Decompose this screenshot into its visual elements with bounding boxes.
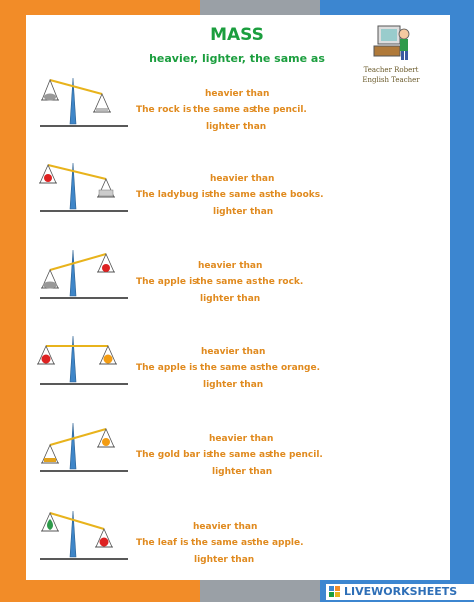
teacher-name: Teacher Robert xyxy=(363,66,419,74)
balance-scale-icon xyxy=(36,244,136,314)
option-heavier[interactable]: heavier than xyxy=(205,89,270,99)
exercise-row xyxy=(0,330,474,420)
option-lighter[interactable]: lighter than xyxy=(194,555,255,565)
option-same[interactable]: the same as xyxy=(209,450,271,460)
liveworksheets-logo-icon xyxy=(329,586,341,598)
sentence-start: The gold bar is xyxy=(136,450,212,460)
leaf-icon xyxy=(47,519,53,530)
sentence-end: the pencil. xyxy=(269,450,323,460)
top-border-blue xyxy=(320,0,474,15)
sentence-start: The leaf is xyxy=(136,538,189,548)
sentence-end: the orange. xyxy=(261,363,321,373)
option-heavier[interactable]: heavier than xyxy=(209,434,274,444)
pencil-icon xyxy=(102,438,110,446)
balance-scale-icon xyxy=(36,417,136,487)
sentence-start: The apple is xyxy=(136,363,198,373)
gold-bar-icon xyxy=(44,458,56,462)
exercise-row xyxy=(0,157,474,247)
exercise-row xyxy=(0,244,474,334)
rock-icon xyxy=(44,94,56,101)
sentence-end: the books. xyxy=(270,190,324,200)
balance-scale-icon xyxy=(36,330,136,400)
apple-icon xyxy=(100,538,109,547)
ladybug-icon xyxy=(44,174,52,182)
sentence-start: The apple is xyxy=(136,277,198,287)
teacher-role: English Teacher xyxy=(362,76,420,84)
apple-icon xyxy=(42,355,51,364)
exercise-row xyxy=(0,505,474,595)
balance-scale-icon xyxy=(36,505,136,575)
sentence-start: The ladybug is xyxy=(136,190,211,200)
option-heavier[interactable]: heavier than xyxy=(198,261,263,271)
option-same[interactable]: the same as xyxy=(209,190,271,200)
teacher-icon xyxy=(372,22,412,62)
top-border-orange xyxy=(0,0,200,15)
exercise-row xyxy=(0,72,474,162)
option-heavier[interactable]: heavier than xyxy=(210,174,275,184)
pencil-icon xyxy=(96,108,108,111)
option-lighter[interactable]: lighter than xyxy=(200,294,261,304)
exercise-row xyxy=(0,417,474,507)
balance-scale-icon xyxy=(36,157,136,227)
sentence-end: the rock. xyxy=(258,277,304,287)
balance-scale-icon xyxy=(36,72,136,142)
books-icon xyxy=(99,190,113,196)
option-lighter[interactable]: lighter than xyxy=(213,207,274,217)
option-heavier[interactable]: heavier than xyxy=(201,347,266,357)
page-title: MASS xyxy=(210,25,264,45)
option-lighter[interactable]: lighter than xyxy=(206,122,267,132)
option-same[interactable]: the same as xyxy=(196,277,258,287)
sentence-end: the pencil. xyxy=(253,105,307,115)
option-same[interactable]: the same as xyxy=(193,105,255,115)
liveworksheets-logo-text[interactable]: LIVEWORKSHEETS xyxy=(344,585,458,598)
apple-icon xyxy=(102,264,110,272)
sentence-start: The rock is xyxy=(136,105,192,115)
sentence-end: the apple. xyxy=(252,538,304,548)
rock-icon xyxy=(43,282,57,289)
orange-icon xyxy=(104,355,113,364)
top-border-gray xyxy=(200,0,320,15)
option-same[interactable]: the same as xyxy=(191,538,253,548)
page-subtitle: heavier, lighter, the same as xyxy=(149,52,325,65)
option-lighter[interactable]: lighter than xyxy=(203,380,264,390)
option-lighter[interactable]: lighter than xyxy=(212,467,273,477)
option-heavier[interactable]: heavier than xyxy=(193,522,258,532)
option-same[interactable]: the same as xyxy=(200,363,262,373)
